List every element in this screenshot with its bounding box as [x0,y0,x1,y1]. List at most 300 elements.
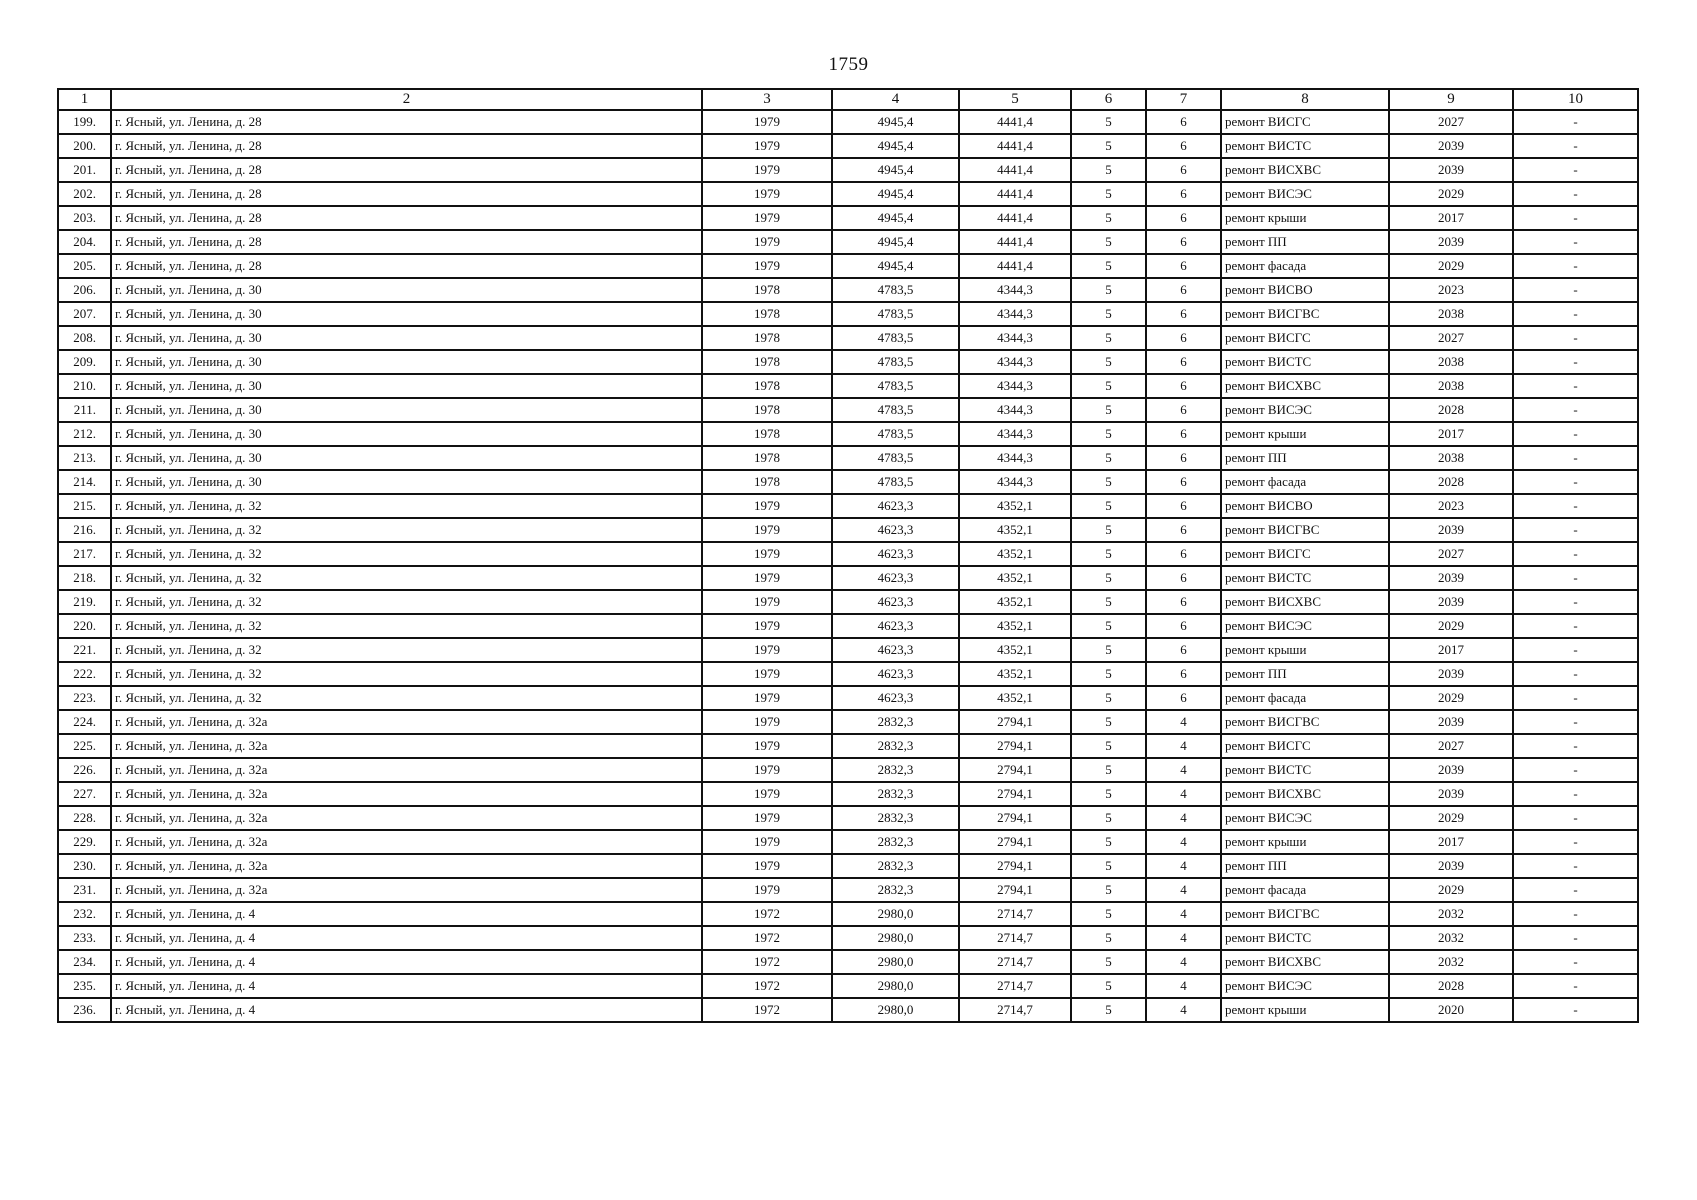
cell-row-number: 204. [58,230,111,254]
cell-address: г. Ясный, ул. Ленина, д. 4 [111,950,702,974]
cell-row-number: 227. [58,782,111,806]
cell-work-type: ремонт фасада [1221,254,1389,278]
cell-build-year: 1979 [702,254,832,278]
cell-living-area: 4441,4 [959,134,1071,158]
cell-floors: 5 [1071,638,1146,662]
cell-floors: 5 [1071,782,1146,806]
table-row [58,734,1638,758]
column-header: 2 [111,89,702,110]
cell-note: - [1513,518,1638,542]
table-row [58,758,1638,782]
cell-note: - [1513,398,1638,422]
cell-planned-year: 2039 [1389,758,1513,782]
cell-floors: 5 [1071,230,1146,254]
cell-note: - [1513,302,1638,326]
cell-build-year: 1978 [702,446,832,470]
cell-address: г. Ясный, ул. Ленина, д. 32а [111,854,702,878]
cell-note: - [1513,710,1638,734]
cell-work-type: ремонт ВИСТС [1221,758,1389,782]
cell-entrances: 6 [1146,182,1221,206]
cell-total-area: 2980,0 [832,926,959,950]
cell-build-year: 1979 [702,590,832,614]
cell-entrances: 6 [1146,278,1221,302]
table-row [58,326,1638,350]
cell-row-number: 225. [58,734,111,758]
table-row [58,950,1638,974]
cell-row-number: 201. [58,158,111,182]
cell-total-area: 4623,3 [832,686,959,710]
cell-work-type: ремонт ПП [1221,854,1389,878]
table-row [58,182,1638,206]
cell-total-area: 4783,5 [832,446,959,470]
cell-floors: 5 [1071,974,1146,998]
cell-note: - [1513,662,1638,686]
cell-entrances: 6 [1146,542,1221,566]
cell-note: - [1513,446,1638,470]
cell-row-number: 221. [58,638,111,662]
cell-planned-year: 2017 [1389,206,1513,230]
cell-row-number: 203. [58,206,111,230]
cell-build-year: 1979 [702,758,832,782]
cell-planned-year: 2017 [1389,638,1513,662]
cell-planned-year: 2028 [1389,470,1513,494]
cell-build-year: 1979 [702,806,832,830]
cell-total-area: 4945,4 [832,182,959,206]
cell-living-area: 4344,3 [959,374,1071,398]
cell-note: - [1513,926,1638,950]
cell-living-area: 4441,4 [959,254,1071,278]
cell-note: - [1513,686,1638,710]
cell-row-number: 233. [58,926,111,950]
cell-total-area: 4945,4 [832,254,959,278]
cell-build-year: 1979 [702,230,832,254]
table-row [58,902,1638,926]
cell-living-area: 4344,3 [959,398,1071,422]
cell-work-type: ремонт ВИСЭС [1221,974,1389,998]
cell-work-type: ремонт ВИСХВС [1221,782,1389,806]
cell-living-area: 4352,1 [959,494,1071,518]
cell-note: - [1513,734,1638,758]
cell-planned-year: 2028 [1389,974,1513,998]
cell-build-year: 1972 [702,974,832,998]
cell-planned-year: 2027 [1389,326,1513,350]
cell-work-type: ремонт ПП [1221,446,1389,470]
cell-floors: 5 [1071,254,1146,278]
cell-entrances: 6 [1146,590,1221,614]
cell-build-year: 1979 [702,638,832,662]
cell-work-type: ремонт ВИСТС [1221,350,1389,374]
table-row [58,638,1638,662]
table-row [58,110,1638,134]
cell-floors: 5 [1071,542,1146,566]
cell-work-type: ремонт ВИСТС [1221,926,1389,950]
cell-entrances: 4 [1146,806,1221,830]
cell-living-area: 2794,1 [959,710,1071,734]
cell-floors: 5 [1071,278,1146,302]
cell-entrances: 6 [1146,158,1221,182]
cell-row-number: 207. [58,302,111,326]
cell-total-area: 4623,3 [832,614,959,638]
column-header: 10 [1513,89,1638,110]
cell-floors: 5 [1071,494,1146,518]
table-row [58,422,1638,446]
cell-note: - [1513,182,1638,206]
cell-note: - [1513,542,1638,566]
cell-living-area: 4344,3 [959,422,1071,446]
cell-planned-year: 2038 [1389,302,1513,326]
cell-planned-year: 2039 [1389,590,1513,614]
cell-build-year: 1979 [702,686,832,710]
cell-planned-year: 2020 [1389,998,1513,1022]
cell-planned-year: 2039 [1389,782,1513,806]
cell-row-number: 206. [58,278,111,302]
cell-note: - [1513,806,1638,830]
cell-total-area: 4623,3 [832,518,959,542]
cell-floors: 5 [1071,614,1146,638]
cell-total-area: 4623,3 [832,662,959,686]
cell-note: - [1513,614,1638,638]
cell-living-area: 4352,1 [959,566,1071,590]
cell-work-type: ремонт ВИСВО [1221,278,1389,302]
cell-floors: 5 [1071,518,1146,542]
cell-note: - [1513,134,1638,158]
cell-row-number: 228. [58,806,111,830]
cell-work-type: ремонт ВИСЭС [1221,614,1389,638]
cell-address: г. Ясный, ул. Ленина, д. 4 [111,974,702,998]
cell-note: - [1513,350,1638,374]
cell-row-number: 211. [58,398,111,422]
cell-entrances: 4 [1146,758,1221,782]
cell-note: - [1513,998,1638,1022]
cell-living-area: 4441,4 [959,110,1071,134]
cell-living-area: 4352,1 [959,518,1071,542]
cell-living-area: 4352,1 [959,638,1071,662]
cell-floors: 5 [1071,302,1146,326]
cell-planned-year: 2039 [1389,158,1513,182]
cell-entrances: 4 [1146,998,1221,1022]
cell-entrances: 6 [1146,134,1221,158]
cell-build-year: 1979 [702,710,832,734]
cell-build-year: 1979 [702,614,832,638]
cell-note: - [1513,830,1638,854]
cell-address: г. Ясный, ул. Ленина, д. 30 [111,278,702,302]
cell-work-type: ремонт крыши [1221,422,1389,446]
cell-entrances: 4 [1146,830,1221,854]
cell-row-number: 229. [58,830,111,854]
cell-floors: 5 [1071,662,1146,686]
cell-entrances: 6 [1146,422,1221,446]
cell-build-year: 1978 [702,350,832,374]
cell-planned-year: 2032 [1389,950,1513,974]
column-header: 4 [832,89,959,110]
cell-row-number: 224. [58,710,111,734]
cell-total-area: 2832,3 [832,758,959,782]
cell-note: - [1513,230,1638,254]
cell-entrances: 4 [1146,878,1221,902]
cell-row-number: 202. [58,182,111,206]
cell-total-area: 4623,3 [832,566,959,590]
cell-planned-year: 2017 [1389,830,1513,854]
cell-total-area: 4945,4 [832,158,959,182]
table-row [58,710,1638,734]
cell-address: г. Ясный, ул. Ленина, д. 32а [111,782,702,806]
cell-address: г. Ясный, ул. Ленина, д. 28 [111,230,702,254]
cell-work-type: ремонт ВИСЭС [1221,182,1389,206]
cell-build-year: 1979 [702,158,832,182]
cell-work-type: ремонт фасада [1221,878,1389,902]
cell-note: - [1513,758,1638,782]
cell-row-number: 208. [58,326,111,350]
cell-floors: 5 [1071,926,1146,950]
cell-entrances: 6 [1146,206,1221,230]
column-header: 1 [58,89,111,110]
cell-planned-year: 2038 [1389,446,1513,470]
cell-address: г. Ясный, ул. Ленина, д. 28 [111,182,702,206]
table-header [58,89,1638,110]
cell-total-area: 4623,3 [832,542,959,566]
cell-address: г. Ясный, ул. Ленина, д. 30 [111,326,702,350]
cell-row-number: 216. [58,518,111,542]
column-header: 5 [959,89,1071,110]
table-row [58,974,1638,998]
cell-note: - [1513,374,1638,398]
table-row [58,374,1638,398]
cell-floors: 5 [1071,998,1146,1022]
cell-floors: 5 [1071,758,1146,782]
cell-total-area: 4783,5 [832,278,959,302]
cell-floors: 5 [1071,830,1146,854]
cell-work-type: ремонт ВИСЭС [1221,806,1389,830]
cell-address: г. Ясный, ул. Ленина, д. 32а [111,830,702,854]
cell-total-area: 2832,3 [832,734,959,758]
table-row [58,830,1638,854]
cell-total-area: 4783,5 [832,422,959,446]
cell-address: г. Ясный, ул. Ленина, д. 32 [111,566,702,590]
cell-entrances: 6 [1146,254,1221,278]
cell-planned-year: 2023 [1389,278,1513,302]
cell-note: - [1513,638,1638,662]
cell-floors: 5 [1071,566,1146,590]
cell-row-number: 215. [58,494,111,518]
cell-work-type: ремонт крыши [1221,830,1389,854]
cell-total-area: 2832,3 [832,854,959,878]
cell-floors: 5 [1071,206,1146,230]
table-row [58,686,1638,710]
table-row [58,230,1638,254]
repair-schedule-table [57,88,1639,1023]
table-row [58,350,1638,374]
table-row [58,566,1638,590]
cell-entrances: 6 [1146,470,1221,494]
cell-row-number: 235. [58,974,111,998]
cell-work-type: ремонт фасада [1221,470,1389,494]
cell-total-area: 4783,5 [832,470,959,494]
cell-address: г. Ясный, ул. Ленина, д. 28 [111,158,702,182]
table-row [58,854,1638,878]
cell-row-number: 226. [58,758,111,782]
cell-living-area: 4344,3 [959,302,1071,326]
cell-address: г. Ясный, ул. Ленина, д. 28 [111,134,702,158]
table-row [58,254,1638,278]
cell-living-area: 4344,3 [959,470,1071,494]
cell-living-area: 4352,1 [959,542,1071,566]
cell-address: г. Ясный, ул. Ленина, д. 4 [111,926,702,950]
cell-living-area: 4352,1 [959,590,1071,614]
cell-entrances: 6 [1146,350,1221,374]
cell-total-area: 2980,0 [832,974,959,998]
table-row [58,398,1638,422]
table-row [58,518,1638,542]
cell-address: г. Ясный, ул. Ленина, д. 28 [111,110,702,134]
cell-planned-year: 2038 [1389,374,1513,398]
cell-living-area: 4441,4 [959,230,1071,254]
cell-work-type: ремонт ВИСГС [1221,326,1389,350]
cell-note: - [1513,590,1638,614]
cell-address: г. Ясный, ул. Ленина, д. 32а [111,758,702,782]
cell-address: г. Ясный, ул. Ленина, д. 32а [111,806,702,830]
table-row [58,494,1638,518]
cell-living-area: 4352,1 [959,614,1071,638]
cell-build-year: 1978 [702,302,832,326]
cell-build-year: 1979 [702,830,832,854]
cell-row-number: 231. [58,878,111,902]
cell-planned-year: 2039 [1389,566,1513,590]
cell-planned-year: 2032 [1389,902,1513,926]
cell-total-area: 2980,0 [832,998,959,1022]
cell-entrances: 6 [1146,638,1221,662]
cell-planned-year: 2038 [1389,350,1513,374]
cell-build-year: 1979 [702,134,832,158]
page-number: 1759 [828,54,869,75]
cell-address: г. Ясный, ул. Ленина, д. 30 [111,422,702,446]
cell-planned-year: 2039 [1389,710,1513,734]
cell-entrances: 4 [1146,950,1221,974]
cell-build-year: 1979 [702,854,832,878]
cell-note: - [1513,974,1638,998]
cell-living-area: 2714,7 [959,998,1071,1022]
cell-floors: 5 [1071,398,1146,422]
cell-entrances: 6 [1146,326,1221,350]
cell-floors: 5 [1071,350,1146,374]
table-row [58,662,1638,686]
cell-living-area: 4352,1 [959,662,1071,686]
cell-entrances: 6 [1146,662,1221,686]
table-row [58,134,1638,158]
cell-planned-year: 2039 [1389,230,1513,254]
cell-total-area: 4623,3 [832,494,959,518]
cell-build-year: 1972 [702,902,832,926]
cell-entrances: 6 [1146,614,1221,638]
column-header: 7 [1146,89,1221,110]
cell-work-type: ремонт ВИСГС [1221,110,1389,134]
cell-total-area: 4945,4 [832,206,959,230]
cell-row-number: 217. [58,542,111,566]
cell-work-type: ремонт ВИСВО [1221,494,1389,518]
cell-note: - [1513,470,1638,494]
cell-planned-year: 2028 [1389,398,1513,422]
cell-build-year: 1978 [702,374,832,398]
cell-floors: 5 [1071,950,1146,974]
cell-address: г. Ясный, ул. Ленина, д. 32 [111,494,702,518]
header-row [58,89,1638,110]
cell-address: г. Ясный, ул. Ленина, д. 30 [111,350,702,374]
cell-total-area: 4945,4 [832,134,959,158]
cell-address: г. Ясный, ул. Ленина, д. 30 [111,398,702,422]
cell-entrances: 6 [1146,110,1221,134]
cell-living-area: 2794,1 [959,806,1071,830]
cell-work-type: ремонт крыши [1221,998,1389,1022]
table-row [58,206,1638,230]
cell-build-year: 1979 [702,542,832,566]
table-row [58,158,1638,182]
cell-living-area: 2714,7 [959,974,1071,998]
cell-build-year: 1972 [702,926,832,950]
cell-build-year: 1978 [702,422,832,446]
cell-row-number: 236. [58,998,111,1022]
cell-entrances: 4 [1146,902,1221,926]
cell-note: - [1513,566,1638,590]
cell-living-area: 2794,1 [959,854,1071,878]
cell-entrances: 6 [1146,230,1221,254]
cell-work-type: ремонт ВИСГС [1221,542,1389,566]
cell-entrances: 4 [1146,734,1221,758]
cell-total-area: 2832,3 [832,830,959,854]
cell-build-year: 1979 [702,566,832,590]
cell-address: г. Ясный, ул. Ленина, д. 32 [111,614,702,638]
cell-living-area: 2794,1 [959,734,1071,758]
column-header: 9 [1389,89,1513,110]
cell-work-type: ремонт ПП [1221,230,1389,254]
table-row [58,806,1638,830]
cell-work-type: ремонт ВИСХВС [1221,950,1389,974]
cell-row-number: 232. [58,902,111,926]
cell-total-area: 2832,3 [832,878,959,902]
table-row [58,446,1638,470]
column-header: 6 [1071,89,1146,110]
cell-entrances: 4 [1146,782,1221,806]
cell-build-year: 1979 [702,494,832,518]
cell-build-year: 1978 [702,326,832,350]
cell-total-area: 2980,0 [832,902,959,926]
cell-total-area: 4783,5 [832,302,959,326]
cell-planned-year: 2029 [1389,182,1513,206]
cell-entrances: 6 [1146,566,1221,590]
cell-entrances: 6 [1146,518,1221,542]
cell-row-number: 199. [58,110,111,134]
cell-entrances: 6 [1146,494,1221,518]
cell-work-type: ремонт ВИСГВС [1221,518,1389,542]
cell-address: г. Ясный, ул. Ленина, д. 4 [111,902,702,926]
column-header: 8 [1221,89,1389,110]
cell-note: - [1513,158,1638,182]
cell-total-area: 4945,4 [832,230,959,254]
cell-work-type: ремонт ВИСГВС [1221,302,1389,326]
cell-address: г. Ясный, ул. Ленина, д. 32 [111,662,702,686]
cell-floors: 5 [1071,710,1146,734]
cell-floors: 5 [1071,854,1146,878]
cell-planned-year: 2039 [1389,854,1513,878]
cell-note: - [1513,902,1638,926]
cell-build-year: 1972 [702,998,832,1022]
cell-address: г. Ясный, ул. Ленина, д. 30 [111,302,702,326]
cell-planned-year: 2039 [1389,662,1513,686]
cell-row-number: 210. [58,374,111,398]
cell-floors: 5 [1071,902,1146,926]
cell-work-type: ремонт ПП [1221,662,1389,686]
cell-row-number: 200. [58,134,111,158]
cell-living-area: 4352,1 [959,686,1071,710]
cell-address: г. Ясный, ул. Ленина, д. 32 [111,542,702,566]
